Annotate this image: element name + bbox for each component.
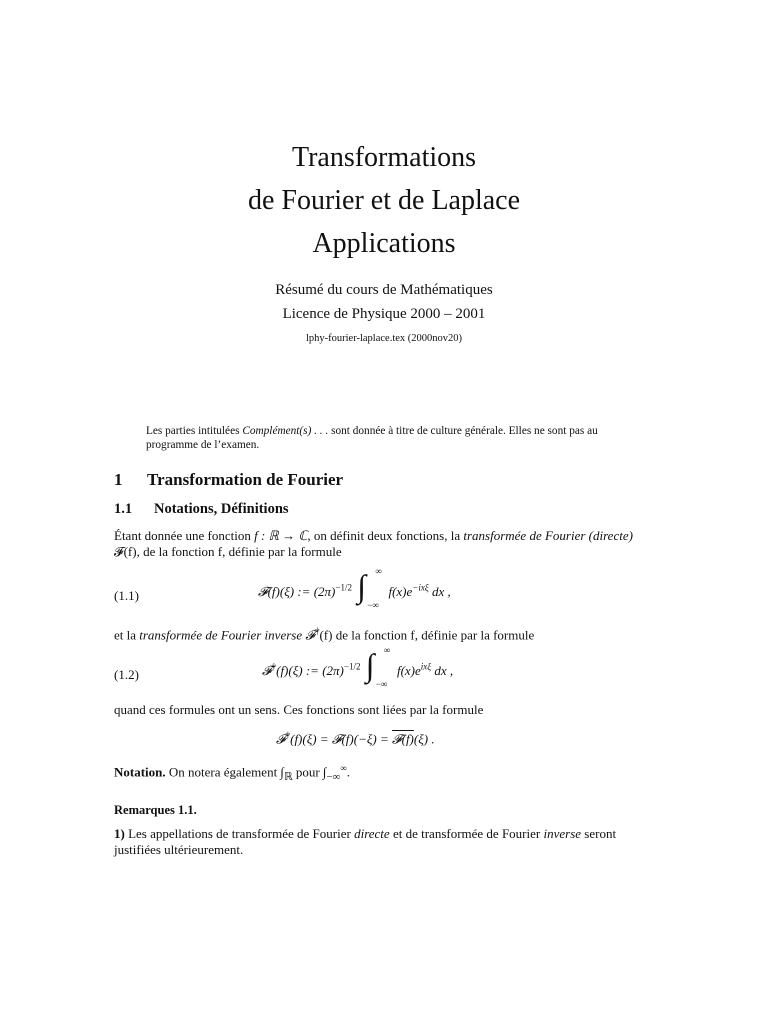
- eq3-b: (f)(ξ) = 𝓕(f)(−ξ) =: [290, 731, 393, 747]
- section-heading: [114, 470, 343, 490]
- notation-text: On notera également ∫: [165, 764, 284, 780]
- eq3-conjugate: 𝓕(f): [392, 731, 414, 747]
- eq1-integrand-exp: −ixξ: [412, 582, 429, 593]
- notation-paragraph: [114, 760, 654, 785]
- file-tag: lphy-fourier-laplace.tex (2000nov20): [305, 333, 463, 344]
- equation-fourier-direct: [258, 566, 451, 610]
- equation-number-1-1: (1.1): [114, 588, 139, 603]
- para1-text-b: , on définit deux fonctions, la: [307, 528, 464, 543]
- eq2-integrand-exp: ixξ: [420, 661, 432, 672]
- equation-fourier-inverse: [262, 645, 454, 689]
- remark-number: 1): [114, 826, 125, 841]
- eq2-lhs2: (f)(ξ) := (2π): [276, 662, 344, 678]
- integral-sign: ∫ ∞ −∞: [365, 645, 391, 689]
- section-number: 1: [114, 470, 123, 489]
- eq2-integrand: f(x)e: [396, 662, 421, 678]
- eq1-lhs: 𝓕(f)(ξ) := (2π): [258, 583, 336, 599]
- para2-text-c: (f) de la fonction f, définie par la formule: [319, 627, 535, 643]
- document-title: [0, 136, 768, 265]
- subsection-title: Notations, Définitions: [154, 501, 289, 517]
- eq2-lhs: 𝓕: [262, 662, 272, 678]
- eq1-integrand: f(x)e: [388, 583, 413, 599]
- eq3-dagger: †: [285, 730, 291, 740]
- para1-text-a: Étant donnée une fonction: [114, 528, 255, 543]
- subtitle-licence: Licence de Physique 2000 – 2001: [282, 306, 486, 322]
- notation-label: Notation.: [114, 764, 166, 780]
- para2-emph: transformée de Fourier inverse: [139, 627, 303, 643]
- eq1-int-lower: −∞: [367, 600, 379, 610]
- eq1-tail: dx ,: [428, 583, 451, 599]
- eq3-c: (ξ) .: [413, 731, 435, 747]
- subtitle-course: Résumé du cours de Mathématiques: [275, 282, 493, 298]
- abstract-before: Les parties intitulées: [146, 425, 243, 437]
- remark-text-b: et de transformée de Fourier: [389, 826, 544, 841]
- para2-math: 𝓕: [302, 627, 315, 643]
- abstract: [146, 424, 626, 452]
- eq2-exp: −1/2: [343, 661, 361, 672]
- notation-sub2: −∞: [326, 770, 341, 783]
- title-line-3: Applications: [312, 228, 456, 259]
- para2-dagger: †: [314, 626, 320, 636]
- equation-relation: [276, 730, 435, 747]
- equation-number-1-2: (1.2): [114, 667, 139, 682]
- remark-item-1: [114, 826, 654, 858]
- eq3-a: 𝓕: [276, 731, 286, 747]
- notation-sub: ℝ: [284, 770, 293, 783]
- integral-sign: ∫ ∞ −∞: [357, 566, 382, 610]
- abstract-emph: Complément(s) . . .: [242, 425, 329, 437]
- notation-sup2: ∞: [340, 763, 347, 773]
- remark-text-c: seront justifiées ultérieurement.: [114, 826, 617, 857]
- para2-text-a: et la: [114, 627, 140, 643]
- eq2-int-lower: −∞: [375, 679, 388, 689]
- abstract-after: sont donnée à titre de culture générale. Elles ne sont pas au programme de l’examen.: [146, 425, 598, 451]
- para1-text-c: 𝓕(f), de la fonction f, définie par la formule: [114, 544, 342, 559]
- title-line-2: de Fourier et de Laplace: [247, 185, 521, 216]
- section-title: Transformation de Fourier: [147, 470, 344, 489]
- notation-mid: pour ∫: [292, 764, 327, 780]
- remark-emph-inverse: inverse: [543, 826, 582, 841]
- eq2-tail: dx ,: [431, 662, 454, 678]
- paragraph-inverse: [114, 623, 654, 643]
- para1-math: f : ℝ → ℂ: [254, 528, 308, 543]
- notation-end: .: [346, 764, 350, 780]
- subsection-number: 1.1: [114, 501, 133, 517]
- title-line-1: Transformations: [291, 142, 477, 173]
- remark-emph-directe: directe: [354, 826, 390, 841]
- eq2-dagger: †: [271, 661, 277, 672]
- paragraph-relation: quand ces formules ont un sens. Ces fonctions sont liées par la formule: [114, 702, 484, 717]
- paragraph-definition: [114, 528, 654, 560]
- remark-text-a: Les appellations de transformée de Fourier: [124, 826, 355, 841]
- para1-emph: transformée de Fourier (directe): [463, 528, 633, 543]
- eq1-exp: −1/2: [335, 582, 352, 593]
- eq1-int-upper: ∞: [375, 566, 382, 576]
- subsection-heading: [114, 501, 289, 518]
- remarks-heading: Remarques 1.1.: [114, 803, 197, 817]
- eq2-int-upper: ∞: [383, 645, 391, 655]
